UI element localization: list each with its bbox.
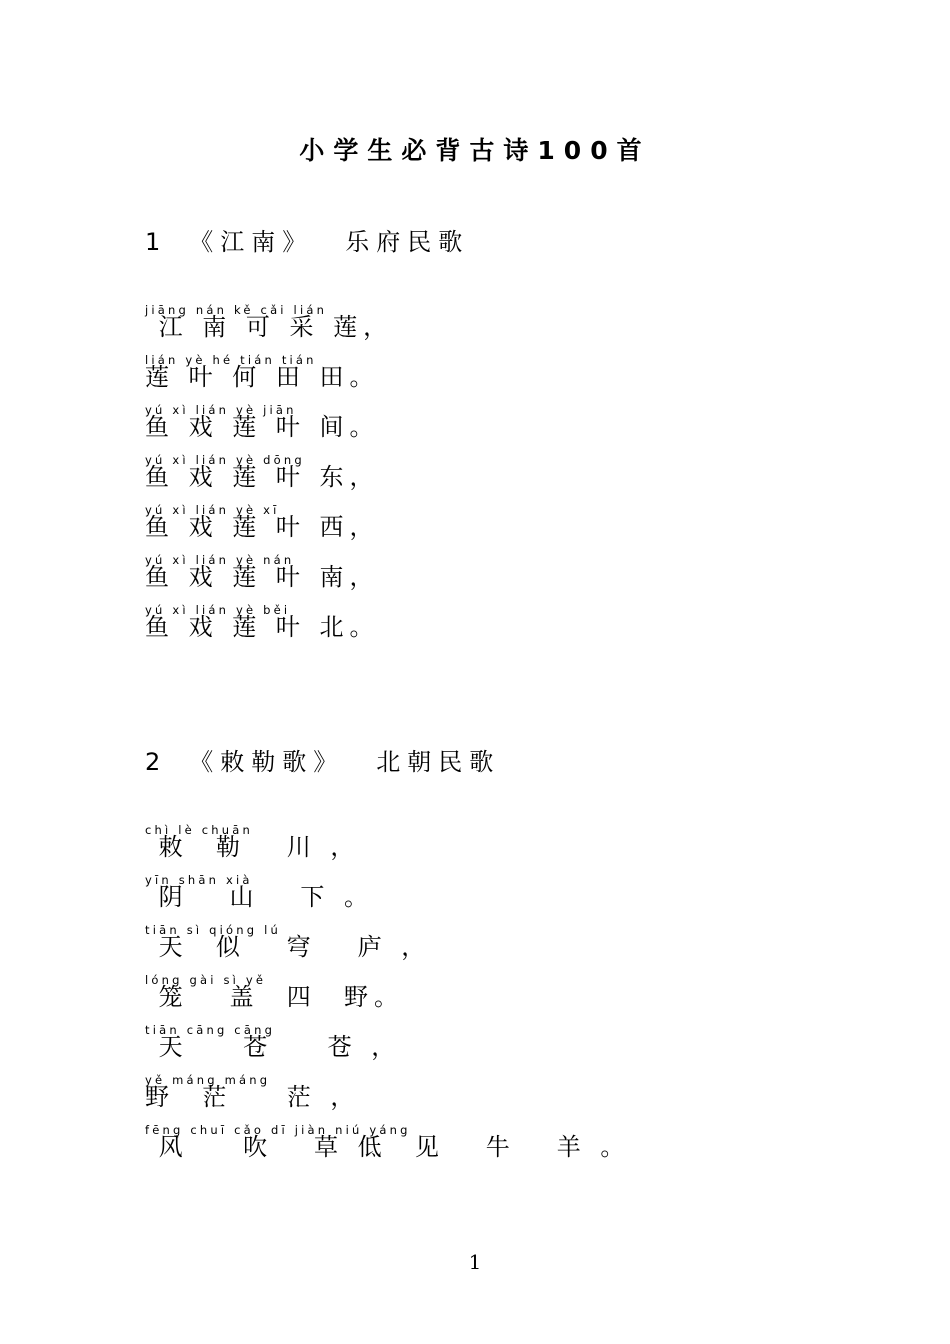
verse-text: 莲 叶 何 田 田。 <box>145 363 380 391</box>
poem-author: 乐府民歌 <box>345 228 470 256</box>
verse-text: 鱼 戏 莲 叶 南， <box>145 563 380 591</box>
verse-text: 鱼 戏 莲 叶 东， <box>145 463 380 491</box>
pinyin-annotation: yīn shān xià <box>145 873 253 887</box>
verse-text: 笼 盖 四 野。 <box>145 983 405 1011</box>
verse-text: 江 南 可 采 莲， <box>145 313 394 341</box>
verse-text: 野 茫 茫 ， <box>145 1083 361 1111</box>
verse-text: 敕 勒 川 ， <box>145 833 361 861</box>
verse-text: 阴 山 下 。 <box>145 883 375 911</box>
pinyin-annotation: yú xì lián yè dōng <box>145 453 305 467</box>
pinyin-annotation: yú xì lián yè jiān <box>145 403 297 417</box>
verse-text: 鱼 戏 莲 叶 西， <box>145 513 380 541</box>
verse-text: 天 似 穹 庐 ， <box>145 933 432 961</box>
pinyin-annotation: fēng chuī cǎo dī jiàn niú yáng <box>145 1123 411 1137</box>
poem-author: 北朝民歌 <box>376 748 501 776</box>
pinyin-annotation: tiān sì qióng lú <box>145 923 281 937</box>
poem-heading <box>145 222 469 257</box>
verse-text: 天 苍 苍 ， <box>145 1033 402 1061</box>
poem-title: 《江南》 <box>189 228 314 256</box>
pinyin-annotation: yú xì lián yè běi <box>145 603 291 617</box>
poem-title: 《敕勒歌》 <box>189 748 345 776</box>
pinyin-annotation: chì lè chuān <box>145 823 254 837</box>
pinyin-annotation: tiān cāng cāng <box>145 1023 276 1037</box>
page-number: 1 <box>468 1250 482 1274</box>
verse-text: 鱼 戏 莲 叶 间。 <box>145 413 380 441</box>
pinyin-annotation: lóng gài sì yě <box>145 973 267 987</box>
pinyin-annotation: yú xì lián yè xī <box>145 503 280 517</box>
poem-heading <box>145 742 500 777</box>
poem-number: 2 <box>145 748 168 776</box>
pinyin-annotation: yě máng máng <box>145 1073 271 1087</box>
verse-text: 风 吹 草 低 见 牛 羊 。 <box>145 1133 631 1161</box>
document-title: 小学生必背古诗100首 <box>299 136 651 165</box>
poem-number: 1 <box>145 228 168 256</box>
pinyin-annotation: jiāng nán kě cǎi lián <box>145 303 328 317</box>
pinyin-annotation: yú xì lián yè nán <box>145 553 295 567</box>
pinyin-annotation: lián yè hé tián tián <box>145 353 317 367</box>
verse-text: 鱼 戏 莲 叶 北。 <box>145 613 380 641</box>
